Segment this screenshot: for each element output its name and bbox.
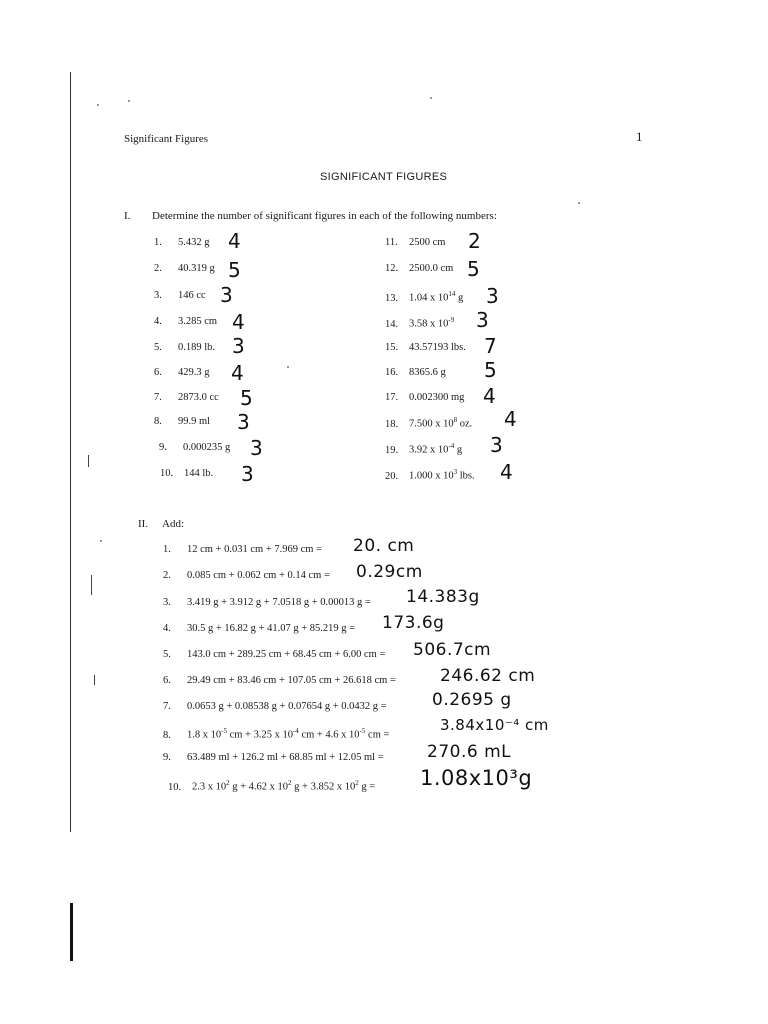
section-1-numeral: I. [124,210,131,222]
question-item: 18. 7.500 x $10^8$ oz. [385,416,473,430]
handwritten-answer: 5 [240,386,253,410]
scan-speck [100,540,102,542]
handwritten-answer: 4 [500,460,513,484]
handwritten-answer: 270.6 mL [427,742,512,762]
addition-problem: 6. 29.49 cm + 83.46 cm + 107.05 cm + 26.618 cm = [163,675,396,686]
worksheet-title: SIGNIFICANT FIGURES [320,171,448,183]
addition-problem: 10. 2.3 x $10^2$ g + 4.62 x $10^2$ g + 3.852 x $10^2$ g = [168,779,376,793]
page-number: 1 [636,129,643,144]
question-item: 4. 3.285 cm [154,316,218,327]
question-item: 12. 2500.0 cm [385,263,454,274]
handwritten-answer: 246.62 cm [440,666,536,686]
handwritten-answer: 3 [250,436,263,460]
handwritten-answer: 5 [467,257,480,281]
question-item: 15. 43.57193 lbs. [385,342,466,353]
instruction-text: Determine the number of significant figures in each of the following numbers: [152,210,497,222]
question-item: 17. 0.002300 mg [385,392,465,403]
addition-problem: 1. 12 cm + 0.031 cm + 7.969 cm = [163,544,322,555]
scan-mark [88,455,89,467]
section-2-heading [138,518,184,530]
section-1-instruction [124,210,497,222]
handwritten-answer: 3 [490,433,503,457]
handwritten-answer: 0.2695 g [432,690,512,710]
question-item: 10. 144 lb. [160,468,214,479]
addition-problem: 9. 63.489 ml + 126.2 ml + 68.85 ml + 12.05 ml = [163,752,384,763]
question-item: 1. 5.432 g [154,237,210,248]
scan-mark [91,575,92,595]
question-item: 3. 146 cc [154,290,206,301]
running-header: Significant Figures [124,133,209,145]
question-item: 7. 2873.0 cc [154,392,219,403]
scan-speck [97,104,99,106]
handwritten-answer: 3.84x10⁻⁴ cm [440,716,549,734]
handwritten-answer: 506.7cm [413,640,492,660]
section-2-numeral: II. [138,518,149,530]
scan-speck [128,100,130,102]
addition-problem: 5. 143.0 cm + 289.25 cm + 68.45 cm + 6.00 cm = [163,649,386,660]
addition-problem: 8. 1.8 x $10^{-5}$ cm + 3.25 x $10^{-4}$ cm + 4.6 x $10^{-5}$ cm = [163,727,390,741]
scan-speck [430,97,432,99]
handwritten-answer: 3 [232,334,245,358]
question-item: 11. 2500 cm [385,237,446,248]
handwritten-answer: 7 [484,334,497,358]
question-item: 20. 1.000 x $10^3$ lbs. [385,468,475,482]
addition-problem: 7. 0.0653 g + 0.08538 g + 0.07654 g + 0.0432 g = [163,701,387,712]
handwritten-answer: 4 [232,310,245,334]
question-item: 9. 0.000235 g [159,442,231,453]
scan-mark [94,675,95,685]
handwritten-answer: 1.08x10³g [420,766,533,790]
question-item: 19. 3.92 x $10^{-4}$ g [385,442,463,456]
handwritten-answer: 2 [468,229,481,253]
page-margin-mark [70,903,73,961]
handwritten-answer: 173.6g [382,613,445,633]
handwritten-answer: 20. cm [353,536,415,556]
question-item: 2. 40.319 g [154,263,215,274]
page-margin-line [70,72,71,832]
handwritten-answer: 4 [228,229,241,253]
handwritten-answer: 3 [220,283,233,307]
handwritten-answer: 14.383g [406,587,480,607]
scan-speck [578,202,580,204]
question-item: 13. 1.04 x $10^{14}$ g [385,290,464,304]
scan-speck [287,366,289,368]
handwritten-answer: 3 [476,308,489,332]
section-2-title: Add: [162,518,184,530]
handwritten-answer: 4 [504,407,517,431]
handwritten-answer: 3 [486,284,499,308]
handwritten-answer: 4 [483,384,496,408]
handwritten-answer: 3 [241,462,254,486]
handwritten-answer: 4 [231,361,244,385]
addition-problem: 4. 30.5 g + 16.82 g + 41.07 g + 85.219 g = [163,623,356,634]
question-item: 8. 99.9 ml [154,416,211,427]
handwritten-answer: 5 [228,258,241,282]
handwritten-answer: 5 [484,358,497,382]
question-item: 14. 3.58 x $10^{-9}$ [385,316,455,330]
addition-problem: 3. 3.419 g + 3.912 g + 7.0518 g + 0.00013 g = [163,597,371,608]
question-item: 5. 0.189 lb. [154,342,216,353]
handwritten-answer: 0.29cm [356,562,423,582]
question-item: 6. 429.3 g [154,367,210,378]
question-item: 16. 8365.6 g [385,367,446,378]
handwritten-answer: 3 [237,410,250,434]
addition-problem: 2. 0.085 cm + 0.062 cm + 0.14 cm = [163,570,330,581]
